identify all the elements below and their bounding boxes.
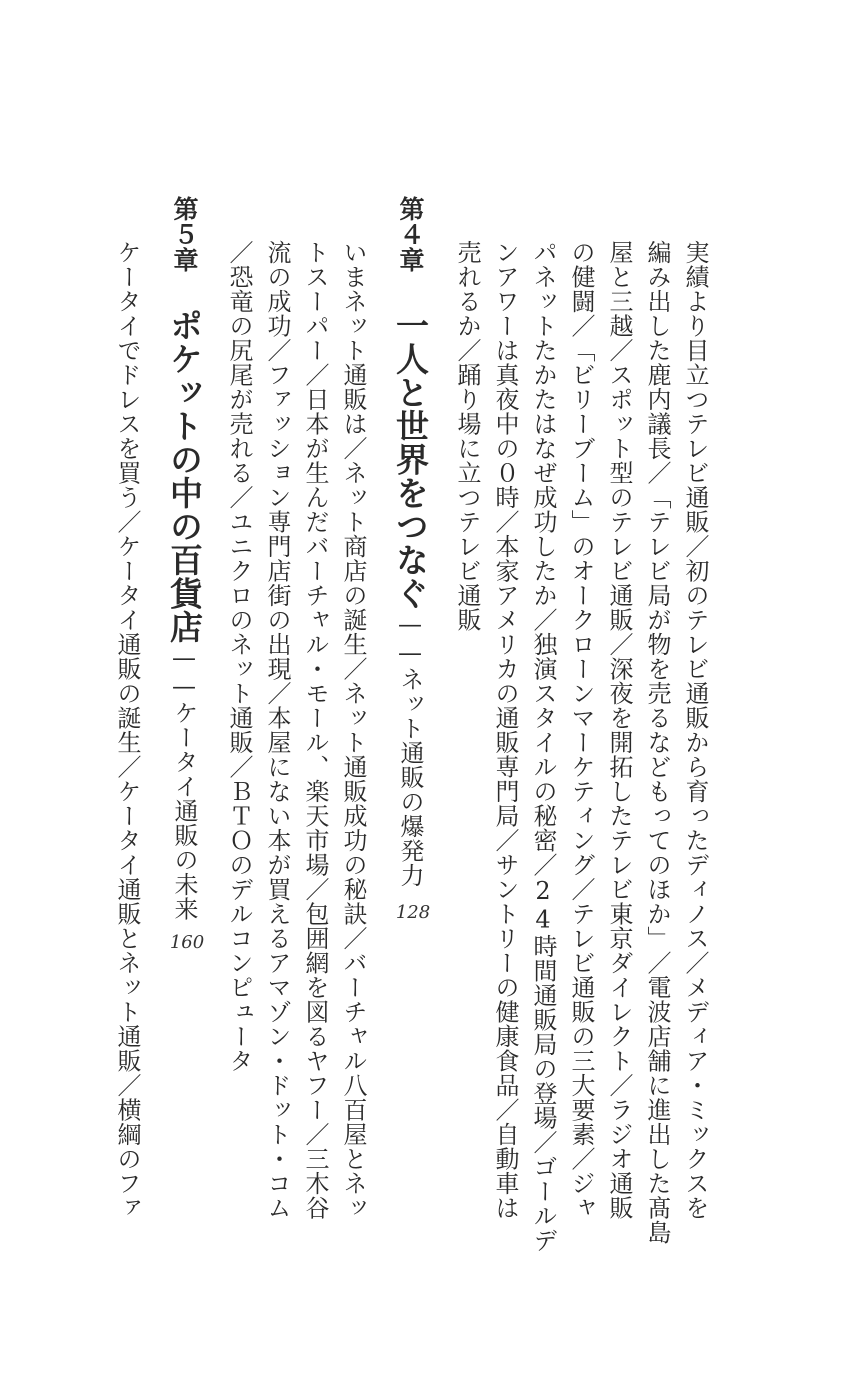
chapter-5-page-number: 160 — [169, 932, 205, 953]
contents-line: の健闘／「ビリーブーム」のオークローンマーケティング／テレビ通販の三大要素／ジャ — [567, 240, 595, 1220]
chapter-5-heading — [165, 196, 204, 921]
chapter-4-page-number: 128 — [395, 902, 431, 923]
chapter-5-label: 第５章 — [170, 196, 199, 273]
chapter-5-dash: —— — [170, 643, 198, 701]
contents-line: トスーパー／日本が生んだバーチャル・モール、楽天市場／包囲網を図るヤフー／三木谷 — [301, 240, 329, 1220]
chapter-5-title: ポケットの中の百貨店 — [165, 308, 204, 644]
contents-line: 実績より目立つテレビ通販／初のテレビ通販から育ったディノス／メディア・ミックスを — [681, 240, 709, 1220]
chapter-4-label: 第４章 — [396, 196, 425, 273]
chapter-5-subtitle: ケータイ通販の未来 — [170, 700, 198, 921]
contents-line: 屋と三越／スポット型のテレビ通販／深夜を開拓したテレビ東京ダイレクト／ラジオ通販 — [605, 240, 633, 1220]
contents-line: いまネット通販は／ネット商店の誕生／ネット通販成功の秘訣／バーチャル八百屋とネッ — [339, 240, 367, 1220]
chapter-4-title: 一人と世界をつなぐ — [391, 308, 430, 610]
contents-line: パネットたかたはなぜ成功したか／独演スタイルの秘密／24時間通販局の登場／ゴールデ — [529, 240, 557, 1253]
chapter-4-dash: —— — [396, 610, 424, 667]
contents-line: ンアワーは真夜中の０時／本家アメリカの通販専門局／サントリーの健康食品／自動車は — [491, 240, 519, 1220]
contents-line: 売れるか／踊り場に立つテレビ通販 — [453, 240, 481, 632]
contents-line: 編み出した鹿内議長／「テレビ局が物を売るなどもってのほか」／電波店舗に進出した髙島 — [643, 240, 671, 1245]
contents-line: 流の成功／ファッション専門店街の出現／本屋にない本が買えるアマゾン・ドット・コム — [263, 240, 291, 1220]
chapter-4-subtitle: ネット通販の爆発力 — [396, 667, 424, 888]
chapter-4-heading — [391, 196, 430, 888]
contents-line: ケータイでドレスを買う／ケータイ通販の誕生／ケータイ通販とネット通販／横綱のファ — [113, 240, 141, 1220]
contents-line: ／恐竜の尻尾が売れる／ユニクロのネット通販／ＢＴＯのデルコンピュータ — [225, 240, 253, 1073]
